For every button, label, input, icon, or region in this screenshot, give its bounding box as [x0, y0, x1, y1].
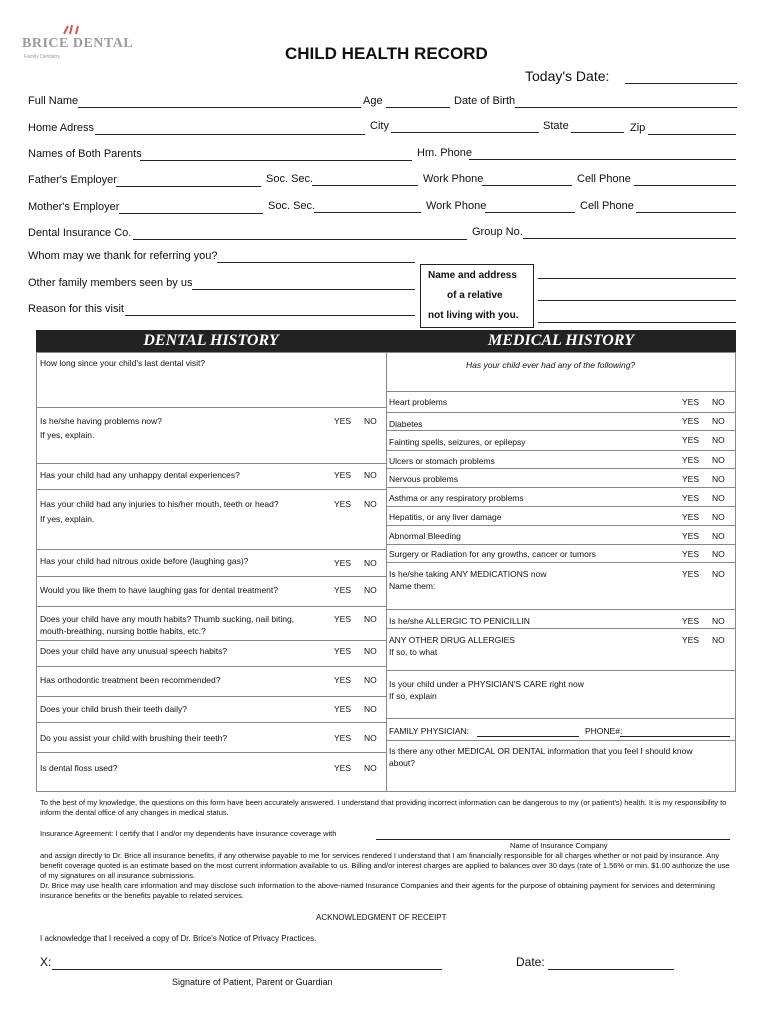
medical-m8-yes[interactable]: YES [682, 531, 700, 541]
dental-q2: Has your child had any unhappy dental experiences? [40, 470, 240, 480]
medical-m9-yes[interactable]: YES [682, 549, 700, 559]
father-employer-label: Father's Employer [28, 174, 117, 186]
medical-m8-no[interactable]: NO [712, 531, 725, 541]
father-employer-field[interactable] [116, 174, 261, 187]
parents-field[interactable] [140, 148, 412, 161]
city-label: City [370, 120, 389, 132]
dental-q1a: Is he/she having problems now? [40, 416, 162, 426]
medical-m2-yes[interactable]: YES [682, 416, 700, 426]
mother-work-phone-field[interactable] [485, 200, 575, 213]
dental-q3a: Has your child had any injuries to his/her mouth, teeth or head? [40, 499, 279, 509]
mother-employer-field[interactable] [119, 201, 263, 214]
relative-label-2: of a relative [447, 290, 503, 301]
insurance-company-field[interactable] [376, 829, 730, 840]
medical-m8: Abnormal Bleeding [389, 531, 461, 541]
city-field[interactable] [391, 120, 539, 133]
dental-q9-yes[interactable]: YES [334, 704, 352, 714]
dental-q7-no[interactable]: NO [364, 646, 377, 656]
medical-m5-no[interactable]: NO [712, 474, 725, 484]
dental-q2-no[interactable]: NO [364, 470, 377, 480]
full-name-field[interactable] [78, 95, 361, 108]
medical-m10b: Name them: [389, 581, 436, 591]
state-label: State [543, 120, 569, 132]
signature-x-label: X: [40, 955, 52, 969]
insurance-company-caption: Name of Insurance Company [510, 841, 608, 850]
dental-q4-yes[interactable]: YES [334, 558, 352, 568]
medical-m12a: ANY OTHER DRUG ALLERGIES [389, 635, 515, 645]
medical-m13b: If so, explain [389, 691, 437, 701]
father-work-phone-field[interactable] [482, 173, 572, 186]
medical-history-header: MEDICAL HISTORY [386, 330, 736, 352]
dob-field[interactable] [515, 95, 737, 108]
mother-cell-phone-label: Cell Phone [580, 200, 634, 212]
medical-intro: Has your child ever had any of the following? [466, 360, 636, 370]
medical-m7-yes[interactable]: YES [682, 512, 700, 522]
relative-field-3[interactable] [538, 310, 736, 323]
medical-m4-yes[interactable]: YES [682, 455, 700, 465]
reason-field[interactable] [125, 303, 415, 316]
group-no-field[interactable] [523, 226, 736, 239]
zip-label: Zip [630, 122, 646, 134]
medical-m9-no[interactable]: NO [712, 549, 725, 559]
dental-q8-no[interactable]: NO [364, 675, 377, 685]
page-title: CHILD HEALTH RECORD [285, 44, 488, 63]
medical-m10-yes[interactable]: YES [682, 569, 700, 579]
information-disclosure: Dr. Brice may use health care information and may disclose such information to the above-named Insurance Companies and their agents for the purpose of obtaining payment for services and determining insurance benefits or the benefits payable to related services. [40, 881, 715, 900]
medical-m15b: about? [389, 758, 415, 768]
todays-date-field[interactable] [625, 68, 737, 84]
dental-q10-yes[interactable]: YES [334, 733, 352, 743]
acknowledgment-heading: ACKNOWLEDGMENT OF RECEIPT [316, 913, 447, 922]
signature-caption: Signature of Patient, Parent or Guardian [172, 977, 333, 987]
father-cell-phone-label: Cell Phone [577, 173, 631, 185]
medical-m11-no[interactable]: NO [712, 616, 725, 626]
medical-m3-no[interactable]: NO [712, 435, 725, 445]
dental-q7: Does your child have any unusual speech habits? [40, 646, 228, 656]
medical-m13a: Is your child under a PHYSICIAN'S CARE right now [389, 679, 584, 689]
medical-m11-yes[interactable]: YES [682, 616, 700, 626]
logo-tagline: Family Dentistry [24, 54, 60, 60]
family-physician-field[interactable] [477, 726, 579, 737]
medical-m1: Heart problems [389, 397, 448, 407]
dental-q8: Has orthodontic treatment been recommended? [40, 675, 221, 685]
family-label: Other family members seen by us [28, 277, 193, 289]
relative-label-3: not living with you. [428, 310, 519, 321]
signature-field[interactable] [52, 955, 442, 970]
mother-soc-sec-label: Soc. Sec. [268, 200, 316, 212]
dental-q10: Do you assist your child with brushing their teeth? [40, 733, 228, 743]
medical-m3-yes[interactable]: YES [682, 435, 700, 445]
zip-field[interactable] [648, 122, 736, 135]
dental-insurance-label: Dental Insurance Co. [28, 227, 132, 239]
mother-employer-label: Mother's Employer [28, 201, 120, 213]
acknowledgment-text: I acknowledge that I received a copy of Dr. Brice's Notice of Privacy Practices. [40, 934, 317, 943]
dental-q11: Is dental floss used? [40, 763, 118, 773]
dental-q5-no[interactable]: NO [364, 585, 377, 595]
dental-q6a: Does your child have any mouth habits? Thumb sucking, nail biting, [40, 614, 295, 624]
tooth-icon [62, 24, 82, 36]
footer-statement: To the best of my knowledge, the questions on this form have been accurately answered. I understand that providing incorrect information can be dangerous to my (or patient's) health. It is my responsibility to inform the dental office of any changes in medical status. [40, 798, 727, 817]
hm-phone-field[interactable] [469, 147, 736, 160]
relative-field-1[interactable] [538, 266, 736, 279]
medical-m11: Is he/she ALLERGIC TO PENICILLIN [389, 616, 530, 626]
dental-q2-yes[interactable]: YES [334, 470, 352, 480]
referral-label: Whom may we thank for referring you? [28, 250, 218, 262]
dental-q6-no[interactable]: NO [364, 614, 377, 624]
brice-dental-logo [22, 24, 132, 64]
medical-m14a: FAMILY PHYSICIAN: [389, 726, 469, 736]
dental-q8-yes[interactable]: YES [334, 675, 352, 685]
medical-m12-no[interactable]: NO [712, 635, 725, 645]
medical-m5: Nervous problems [389, 474, 458, 484]
medical-m4-no[interactable]: NO [712, 455, 725, 465]
medical-m3: Fainting spells, seizures, or epilepsy [389, 437, 526, 447]
mother-soc-sec-field[interactable] [314, 200, 421, 213]
insurance-assignment: and assign directly to Dr. Brice all insurance benefits, if any otherwise payable to me for services rendered I understand that I am financially responsible for all charges whether or not paid by insurance. Any benefit coverage quoted is an estimate based on the most current information available to us. Billing and/or interest charges are applied to balances over 30 days (rate of 1.56% or min. $1.00 authorize the use of my signatures on all insurance submissions. [40, 851, 730, 880]
medical-m7-no[interactable]: NO [712, 512, 725, 522]
medical-m10a: Is he/she taking ANY MEDICATIONS now [389, 569, 547, 579]
dental-history-header: DENTAL HISTORY [36, 330, 386, 352]
dental-q7-yes[interactable]: YES [334, 646, 352, 656]
signature-date-label: Date: [516, 955, 545, 969]
dental-q4-no[interactable]: NO [364, 558, 377, 568]
dental-insurance-field[interactable] [133, 227, 467, 240]
father-soc-sec-field[interactable] [312, 173, 418, 186]
home-address-field[interactable] [95, 122, 365, 135]
medical-m15a: Is there any other MEDICAL OR DENTAL information that you feel I should know [389, 746, 693, 756]
relative-label-1: Name and address [428, 270, 517, 281]
dental-q1-yes[interactable]: YES [334, 416, 352, 426]
todays-date-label: Today's Date: [525, 68, 610, 84]
medical-m12b: If so, to what [389, 647, 438, 657]
medical-m6-yes[interactable]: YES [682, 493, 700, 503]
physician-phone-field[interactable] [620, 726, 730, 737]
dental-q6b: mouth-breathing, nursing bottle habits, etc.? [40, 626, 206, 636]
medical-m6-no[interactable]: NO [712, 493, 725, 503]
dental-q4: Has your child had nitrous oxide before (laughing gas)? [40, 556, 249, 566]
dental-q3b: If yes, explain. [40, 514, 95, 524]
father-soc-sec-label: Soc. Sec. [266, 173, 314, 185]
dental-q0: How long since your child's last dental visit? [40, 358, 206, 368]
medical-m1-no[interactable]: NO [712, 397, 725, 407]
state-field[interactable] [571, 120, 624, 133]
dental-q3-no[interactable]: NO [364, 499, 377, 509]
dental-q11-no[interactable]: NO [364, 763, 377, 773]
age-field[interactable] [386, 95, 450, 108]
medical-m4: Ulcers or stomach problems [389, 456, 495, 466]
logo-text: BRICE DENTAL [22, 36, 134, 51]
reason-label: Reason for this visit [28, 303, 124, 315]
medical-m9: Surgery or Radiation for any growths, cancer or tumors [389, 549, 596, 559]
medical-m10-no[interactable]: NO [712, 569, 725, 579]
dental-q6-yes[interactable]: YES [334, 614, 352, 624]
medical-m14b: PHONE#: [585, 726, 623, 736]
medical-m7: Hepatitis, or any liver damage [389, 512, 502, 522]
dental-q9-no[interactable]: NO [364, 704, 377, 714]
full-name-label: Full Name [28, 95, 79, 107]
dental-q1b: If yes, explain. [40, 430, 95, 440]
medical-m6: Asthma or any respiratory problems [389, 493, 524, 503]
dental-q3-yes[interactable]: YES [334, 499, 352, 509]
medical-m2-no[interactable]: NO [712, 416, 725, 426]
dob-label: Date of Birth [454, 95, 516, 107]
signature-date-field[interactable] [548, 955, 674, 970]
mother-cell-phone-field[interactable] [636, 200, 736, 213]
father-cell-phone-field[interactable] [634, 173, 736, 186]
medical-m12-yes[interactable]: YES [682, 635, 700, 645]
dental-q11-yes[interactable]: YES [334, 763, 352, 773]
family-field[interactable] [192, 277, 415, 290]
insurance-agreement-label: Insurance Agreement: I certify that I and/or my dependents have insurance coverage with [40, 829, 337, 838]
medical-m1-yes[interactable]: YES [682, 397, 700, 407]
dental-q5: Would you like them to have laughing gas for dental treatment? [40, 585, 278, 595]
dental-q1-no[interactable]: NO [364, 416, 377, 426]
relative-field-2[interactable] [538, 288, 736, 301]
hm-phone-label: Hm. Phone [417, 147, 473, 159]
mother-work-phone-label: Work Phone [426, 200, 487, 212]
parents-label: Names of Both Parents [28, 148, 142, 160]
age-label: Age [363, 95, 383, 107]
dental-q5-yes[interactable]: YES [334, 585, 352, 595]
referral-field[interactable] [217, 250, 415, 263]
medical-m5-yes[interactable]: YES [682, 474, 700, 484]
father-work-phone-label: Work Phone [423, 173, 484, 185]
group-no-label: Group No. [472, 226, 523, 238]
medical-m2: Diabetes [389, 419, 423, 429]
dental-q9: Does your child brush their teeth daily? [40, 704, 187, 714]
home-address-label: Home Adress [28, 122, 95, 134]
dental-q10-no[interactable]: NO [364, 733, 377, 743]
